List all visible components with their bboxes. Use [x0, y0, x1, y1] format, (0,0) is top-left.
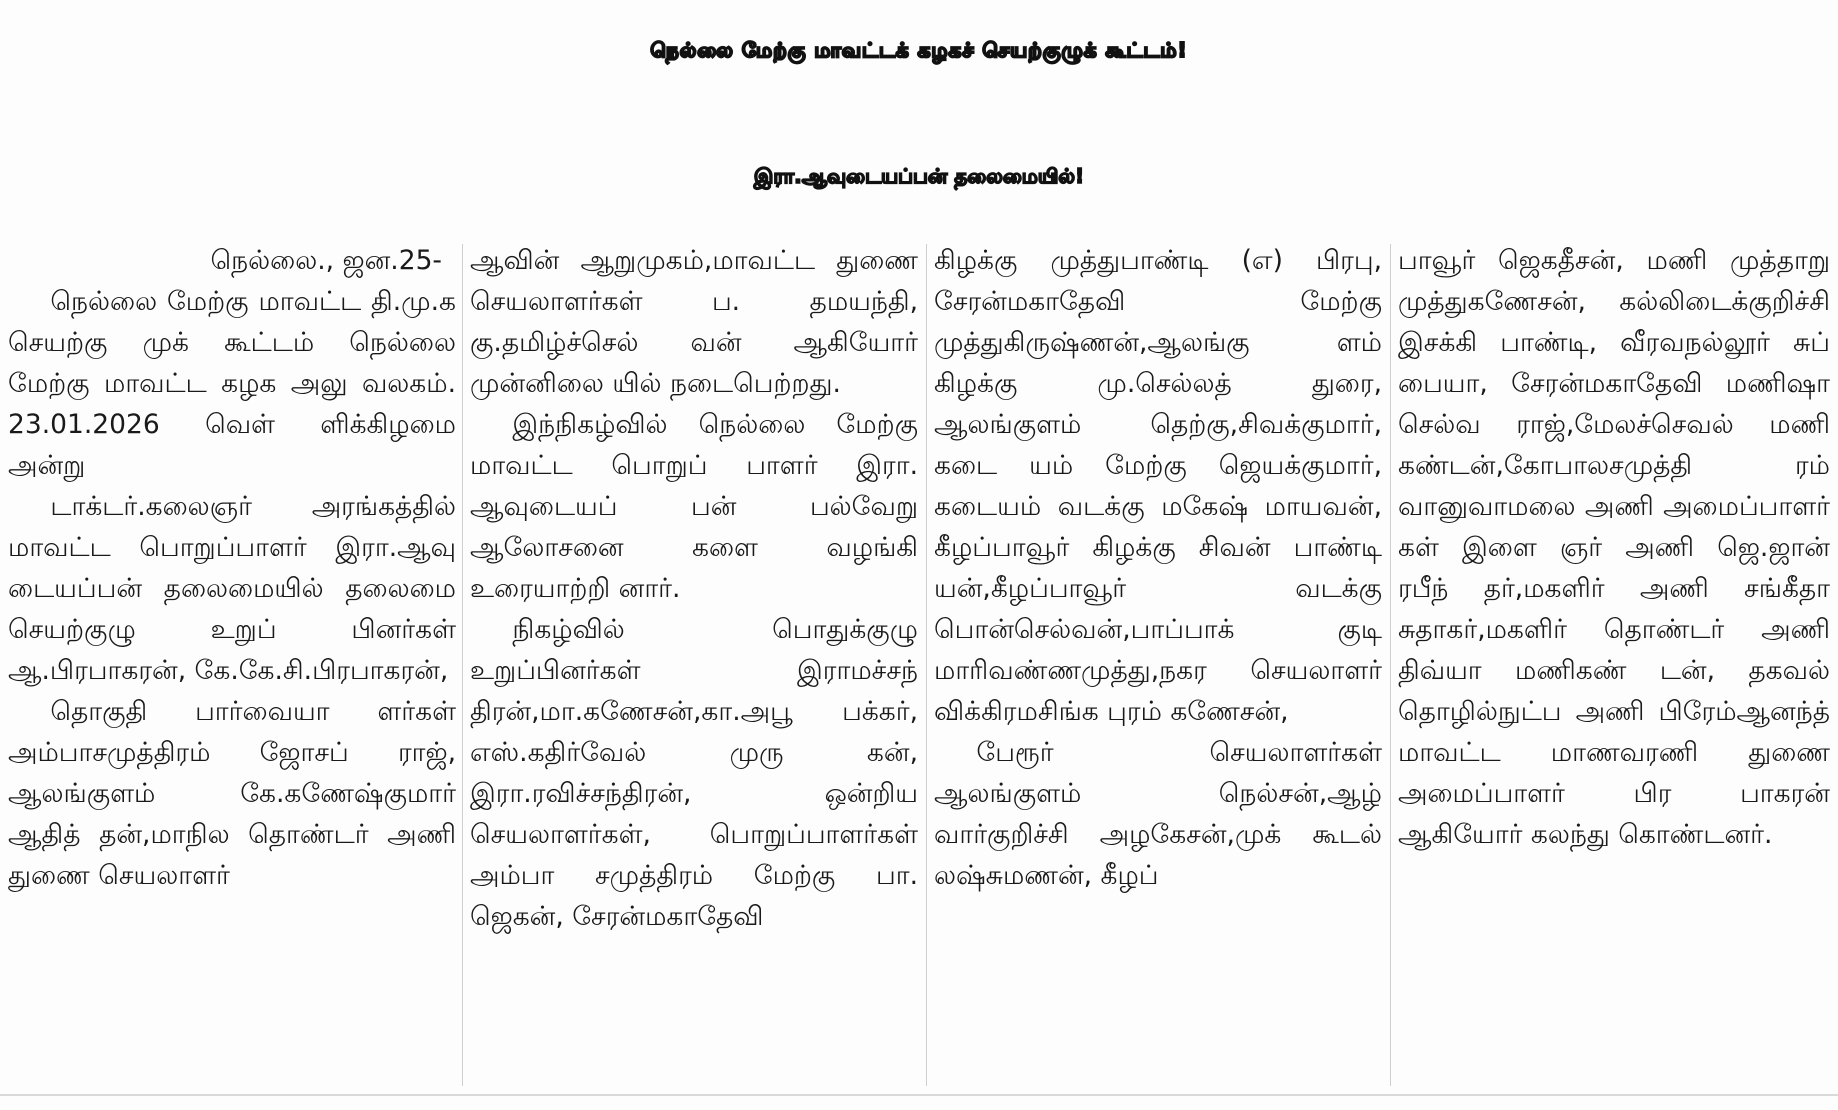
article-column-1: [8, 240, 456, 1090]
paragraph: நிகழ்வில் பொதுக்குழு உறுப்பினர்கள் இராமச்சந் திரன்,மா.கணேசன்,கா.அபூ பக்கர், எஸ்.கதிர்வேல் முரு கன், இரா.ரவிச்சந்திரன், ஒன்றிய செயலாளர்கள், பொறுப்பாளர்கள் அம்பா சமுத்திரம் மேற்கு பா. ஜெகன், சேரன்மகாதேவி: [470, 614, 918, 932]
paragraph: தொகுதி பார்வையா ளர்கள் அம்பாசமுத்திரம் ஜோசப் ராஜ், ஆலங்குளம் கே.கணேஷ்குமார் ஆதித் தன்,மாநில தொண்டர் அணி துணை செயலாளர்: [8, 696, 456, 891]
dateline: நெல்லை., ஜன.25-: [210, 245, 442, 276]
article-body: [0, 240, 1838, 1090]
paragraph: இந்நிகழ்வில் நெல்லை மேற்கு மாவட்ட பொறுப் பாளர் இரா. ஆவுடையப் பன் பல்வேறு ஆலோசனை களை வழங்கி உரையாற்றி னார்.: [470, 409, 918, 604]
paragraph: ஆவின் ஆறுமுகம்,மாவட்ட துணை செயலாளர்கள் ப. தமயந்தி, கு.தமிழ்ச்செல் வன் ஆகியோர் முன்னிலை யில் நடைபெற்றது.: [470, 245, 918, 399]
subheadline: இரா.ஆவுடையப்பன் தலைமையில்!: [753, 164, 1085, 188]
paragraph: பேரூர் செயலாளர்கள் ஆலங்குளம் நெல்சன்,ஆழ் வார்குறிச்சி அழகேசன்,முக் கூடல் லஷ்சுமணன், கீழப்: [934, 737, 1382, 891]
article-column-2: [470, 240, 918, 1090]
article-column-3: [934, 240, 1382, 1090]
paragraph: நெல்லை மேற்கு மாவட்ட தி.மு.க செயற்கு முக் கூட்டம் நெல்லை மேற்கு மாவட்ட கழக அலு வலகம். 23.01.2026 வெள் ளிக்கிழமை அன்று: [8, 286, 456, 481]
paragraph: கிழக்கு முத்துபாண்டி (எ) பிரபு, சேரன்மகாதேவி மேற்கு முத்துகிருஷ்ணன்,ஆலங்கு ளம் கிழக்கு மு.செல்லத் துரை, ஆலங்குளம் தெற்கு,சிவக்குமார், கடை யம் மேற்கு ஜெயக்குமார், கடையம் வடக்கு மகேஷ் மாயவன், கீழப்பாவூர் கிழக்கு சிவன் பாண்டி யன்,கீழப்பாவூர் வடக்கு பொன்செல்வன்,பாப்பாக் குடி மாரிவண்ணமுத்து,நகர செயலாளர் விக்கிரமசிங்க புரம் கணேசன்,: [934, 245, 1382, 727]
bottom-divider: [0, 1094, 1838, 1096]
article-column-4: [1398, 240, 1830, 1090]
paragraph: டாக்டர்.கலைஞர் அரங்கத்தில் மாவட்ட பொறுப்பாளர் இரா.ஆவு டையப்பன் தலைமையில் தலைமை செயற்குழு உறுப் பினர்கள் ஆ.பிரபாகரன், கே.கே.சி.பிரபாகரன்,: [8, 491, 456, 686]
paragraph: பாவூர் ஜெகதீசன், மணி முத்தாறு முத்துகணேசன், கல்லிடைக்குறிச்சி இசக்கி பாண்டி, வீரவநல்லூர் சுப் பையா, சேரன்மகாதேவி மணிஷா செல்வ ராஜ்,மேலச்செவல் மணி கண்டன்,கோபாலசமுத்தி ரம் வானுவாமலை அணி அமைப்பாளர் கள் இளை ஞர் அணி ஜெ.ஜான் ரபீந் தர்,மகளிர் அணி சங்கீதா சுதாகர்,மகளிர் தொண்டர் அணி திவ்யா மணிகண் டன், தகவல் தொழில்நுட்ப அணி பிரேம்ஆனந்த் மாவட்ட மாணவரணி துணை அமைப்பாளர் பிர பாகரன் ஆகியோர் கலந்து கொண்டனர்.: [1398, 245, 1830, 850]
headline: நெல்லை மேற்கு மாவட்டக் கழகச் செயற்குழுக் கூட்டம்!: [650, 38, 1188, 62]
